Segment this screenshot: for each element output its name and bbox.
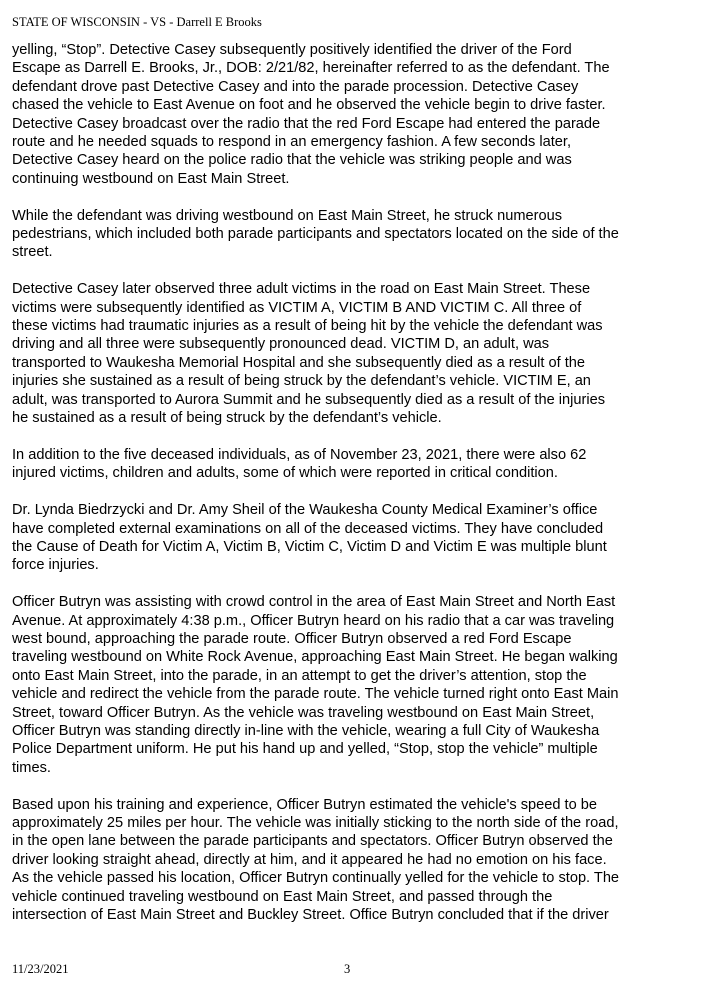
text-line: driver looking straight ahead, directly at him, and it appeared he had no emotion on his face. bbox=[12, 851, 607, 868]
text-line: intersection of East Main Street and Buckley Street. Office Butryn concluded that if the driver bbox=[12, 907, 609, 923]
text-line: Dr. Lynda Biedrzycki and Dr. Amy Sheil of the Waukesha County Medical Examiner’s office bbox=[12, 502, 598, 519]
paragraph bbox=[12, 207, 696, 262]
text-line: Police Department uniform. He put his hand up and yelled, “Stop, stop the vehicle” multiple bbox=[12, 741, 598, 758]
text-line: traveling westbound on White Rock Avenue, approaching East Main Street. He began walking bbox=[12, 649, 618, 666]
text-line: victims were subsequently identified as VICTIM A, VICTIM B AND VICTIM C. All three of bbox=[12, 299, 582, 316]
text-line: injuries she sustained as a result of being struck by the defendant’s vehicle. VICTIM E, an bbox=[12, 373, 591, 390]
text-line: in the open lane between the parade participants and spectators. Officer Butryn observed the bbox=[12, 833, 613, 850]
text-line: defendant drove past Detective Casey and into the parade procession. Detective Casey bbox=[12, 78, 579, 95]
text-line: street. bbox=[12, 244, 53, 261]
paragraph bbox=[12, 593, 696, 777]
text-line: injured victims, children and adults, some of which were reported in critical condition. bbox=[12, 465, 558, 482]
text-line: pedestrians, which included both parade participants and spectators located on the side of the bbox=[12, 226, 619, 243]
text-line: these victims had traumatic injuries as a result of being hit by the vehicle the defendant was bbox=[12, 318, 603, 335]
case-caption-header: STATE OF WISCONSIN - VS - Darrell E Brooks bbox=[12, 15, 262, 29]
paragraph bbox=[12, 446, 696, 483]
text-line: have completed external examinations on all of the deceased victims. They have concluded bbox=[12, 520, 604, 537]
text-line: west bound, approaching the parade route. Officer Butryn observed a red Ford Escape bbox=[12, 630, 572, 647]
paragraph bbox=[12, 280, 696, 427]
text-line: Officer Butryn was assisting with crowd control in the area of East Main Street and North East bbox=[12, 594, 616, 611]
text-line: the Cause of Death for Victim A, Victim B, Victim C, Victim D and Victim E was multiple blunt bbox=[12, 538, 607, 555]
text-line: force injuries. bbox=[12, 557, 99, 574]
text-line: Detective Casey broadcast over the radio that the red Ford Escape had entered the parade bbox=[12, 115, 601, 132]
paragraph bbox=[12, 41, 696, 188]
paragraph bbox=[12, 501, 696, 575]
text-line: Avenue. At approximately 4:38 p.m., Officer Butryn heard on his radio that a car was traveling bbox=[12, 612, 615, 629]
paragraph bbox=[12, 796, 696, 925]
text-line: Street, toward Officer Butryn. As the vehicle was traveling westbound on East Main Street, bbox=[12, 704, 595, 721]
text-line: vehicle and redirect the vehicle from the parade route. The vehicle turned right onto East Main bbox=[12, 686, 619, 703]
text-line: Detective Casey heard on the police radio that the vehicle was striking people and was bbox=[12, 152, 572, 169]
body-text bbox=[12, 41, 696, 924]
text-line: Based upon his training and experience, Officer Butryn estimated the vehicle's speed to be bbox=[12, 796, 597, 813]
text-line: he sustained as a result of being struck by the defendant’s vehicle. bbox=[12, 410, 442, 427]
text-line: vehicle continued traveling westbound on East Main Street, and passed through the bbox=[12, 888, 553, 905]
page-number: 3 bbox=[344, 962, 351, 976]
text-line: times. bbox=[12, 759, 51, 776]
text-line: transported to Waukesha Memorial Hospital and she subsequently died as a result of the bbox=[12, 354, 585, 371]
text-line: continuing westbound on East Main Street. bbox=[12, 170, 290, 187]
text-line: While the defendant was driving westbound on East Main Street, he struck numerous bbox=[12, 207, 562, 224]
text-line: driving and all three were subsequently pronounced dead. VICTIM D, an adult, was bbox=[12, 336, 550, 353]
text-line: In addition to the five deceased individuals, as of November 23, 2021, there were also 62 bbox=[12, 446, 587, 463]
text-line: chased the vehicle to East Avenue on foot and he observed the vehicle begin to drive faster. bbox=[12, 97, 606, 114]
text-line: adult, was transported to Aurora Summit and he subsequently died as a result of the injuries bbox=[12, 391, 606, 408]
text-line: route and he needed squads to respond in an emergency fashion. A few seconds later, bbox=[12, 134, 572, 151]
text-line: As the vehicle passed his location, Officer Butryn continually yelled for the vehicle to stop. The bbox=[12, 870, 620, 887]
text-line: Detective Casey later observed three adult victims in the road on East Main Street. These bbox=[12, 281, 591, 298]
text-line: approximately 25 miles per hour. The vehicle was initially sticking to the north side of the road, bbox=[12, 814, 619, 831]
footer-date: 11/23/2021 bbox=[12, 962, 69, 976]
text-line: yelling, “Stop”. Detective Casey subsequently positively identified the driver of the Ford bbox=[12, 42, 572, 58]
text-line: onto East Main Street, into the parade, in an attempt to get the driver’s attention, stop the bbox=[12, 667, 587, 684]
text-line: Officer Butryn was standing directly in-line with the vehicle, wearing a full City of Waukesha bbox=[12, 722, 600, 739]
text-line: Escape as Darrell E. Brooks, Jr., DOB: 2/21/82, hereinafter referred to as the defendant. The bbox=[12, 60, 610, 77]
